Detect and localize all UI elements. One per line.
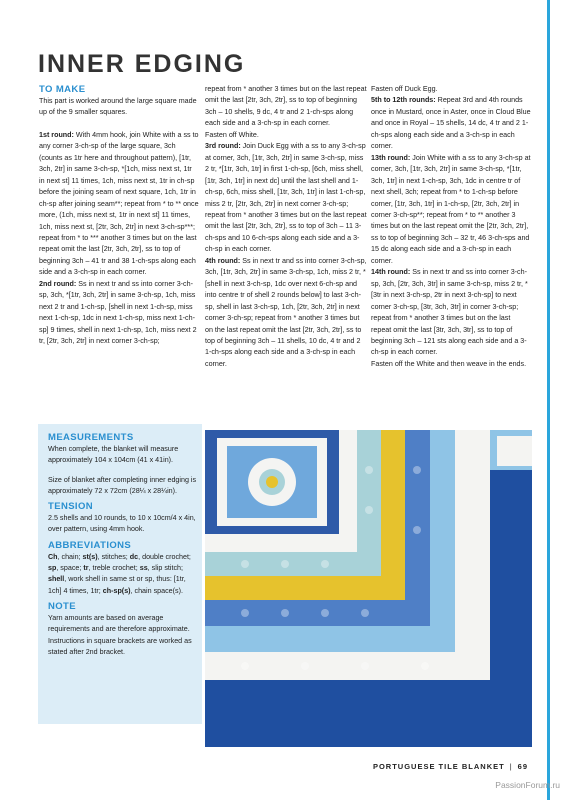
round-2 — [39, 279, 199, 348]
round-5-12-text: Repeat 3rd and 4th rounds once in Mustard, once in Aster, once in Cloud Blue and once in Royal – 15 shells, 14 dc, 4 tr and 2 1-ch-sps along each side and a 3-ch-sp in each corner. — [371, 96, 531, 151]
instructions-column-2 — [205, 84, 367, 370]
round-4-label: 4th round: — [205, 256, 241, 265]
round-14 — [371, 267, 531, 359]
round-13-label: 13th round: — [371, 153, 411, 162]
instructions-column-1 — [39, 84, 199, 348]
abbreviation-term: sp — [48, 564, 57, 573]
to-make-heading: TO MAKE — [39, 84, 86, 95]
abbreviation-definition: , chain space(s). — [130, 586, 183, 595]
round-2-continued: repeat from * another 3 times but on the last repeat omit the last [2tr, 3ch, 2tr], ss to top of beginning 3ch – 10 shells, 9 dc, 4 tr and 2 1-ch-sps along each side and a 3-ch-sp in each corner. — [205, 85, 367, 128]
abbreviation-term: st(s) — [82, 552, 98, 561]
watermark: PassionForum.ru — [495, 780, 560, 790]
crochet-blanket-photo — [205, 430, 532, 747]
abbreviations-heading: ABBREVIATIONS — [48, 539, 132, 551]
note-text: Yarn amounts are based on average requirements and are therefore approximate. Instructions in square brackets are worked as stated after 2nd bracket. — [48, 613, 192, 656]
round-4-text: Ss in next tr and ss into corner 3-ch-sp, 3ch, [1tr, 3ch, 2tr] in same 3-ch-sp, 1ch, miss 2 tr, *[shell in next 3-ch-sp, 1dc over next 6-ch-sp and into centre tr of shell 2 rounds below] to last 3-ch-sp, shell in last 3-ch-sp, 1ch, [2tr, 3ch, 2tr] in next corner 3-ch-sp; repeat from * another 3 times but on the last repeat omit the last [2tr, 3ch, 2tr], ss to top of beginning 3ch – 11 shells, 10 dc, 4 tr and 2 1-ch-sps along each side and a 3-ch-sp in each corner. — [205, 256, 367, 368]
measurements-heading: MEASUREMENTS — [48, 432, 134, 443]
abbreviation-definition: , work shell in same st or sp, thus: [1tr, 1ch] 4 times, 1tr; — [48, 575, 186, 595]
abbreviation-term: ch-sp(s) — [102, 586, 131, 595]
round-3-label: 3rd round: — [205, 142, 241, 151]
page-number: 69 — [517, 762, 528, 771]
abbreviation-term: shell — [48, 575, 65, 584]
note-heading: NOTE — [48, 600, 76, 612]
footer-section-title: PORTUGUESE TILE BLANKET — [372, 762, 505, 771]
fasten-off-final: Fasten off the White and then weave in the ends. — [371, 359, 527, 368]
tension-heading: TENSION — [48, 501, 94, 513]
abbreviation-term: Ch — [48, 552, 58, 561]
round-1-label: 1st round: — [39, 130, 74, 139]
abbreviation-definition: , slip stitch; — [147, 564, 183, 573]
footer-separator: | — [509, 762, 513, 771]
abbreviation-term: dc — [129, 552, 139, 561]
page-footer — [373, 762, 528, 771]
abbreviation-term: tr — [83, 564, 89, 573]
abbreviation-definition: , double crochet; — [138, 552, 191, 561]
round-13-text: Join White with a ss to any 3-ch-sp at corner, 3ch, [1tr, 3ch, 2tr] in same 3-ch-sp, *[1tr, 3ch, 1tr] in next 1-ch-sp, 3ch, 1dc in centre tr of next shell, 3ch; repeat from * to 1-ch-sp before corner, [1tr, 3ch, 1tr] in 1-ch-sp, [2tr, 3ch, 2tr] in corner 3-ch-sp**; repeat from * to ** another 3 times but on the last repeat omit the [2tr, 3ch, 2tr], ss to top of beginning 3ch – 32 tr, 46 3-ch-sps and 15 dc along each side and a 3-ch-sp in each corner. — [371, 153, 531, 265]
page-title: INNER EDGING — [38, 50, 246, 78]
round-3 — [205, 141, 367, 256]
round-1-text: With 4mm hook, join White with a ss to any corner 3-ch-sp of the large square, 3ch (counts as 1tr here and throughout pattern), [1tr, 3ch, 2tr] in same 3-ch-sp, *[1ch, miss next st, 1tr in next st] 11 times, 1ch, miss next st, 1tr in ch-sp before the joining seam of next square, 1ch, 1tr in ch-sp after joining seam**; repeat from * to ** once more, (1ch, miss next st, 1tr in next st] 11 times, 1ch, miss next st, [2tr, 3ch, 2tr] in next 3-ch-sp***; repeat from * to *** another 3 times but on the last repeat omit the last [2tr, 3ch, 2tr], ss to top of beginning 3ch – 41 tr and 38 1-ch-sps along each side and a 3-ch-sp in each corner. — [39, 130, 199, 277]
to-make-intro: This part is worked around the large square made up of the 9 smaller squares. — [39, 97, 197, 117]
round-2-text: Ss in next tr and ss into corner 3-ch-sp, 3ch, *[1tr, 3ch, 2tr] in same 3-ch-sp, 1ch, miss next 2 tr and 1-ch-sp, [shell in next 1-ch-sp, miss next 1-ch-sp, 1dc in next 1-ch-sp, miss next 1-ch-sp] 9 times, shell in next 1-ch-sp, 1ch, miss next 2 tr, [2tr, 3ch, 2tr] in next corner 3-ch-sp; — [39, 279, 197, 346]
round-2-label: 2nd round: — [39, 279, 77, 288]
abbreviation-term: ss — [139, 564, 148, 573]
round-1 — [39, 130, 199, 279]
abbreviation-definition: , space; — [56, 564, 84, 573]
abbreviation-definition: , treble crochet; — [88, 564, 140, 573]
instructions-column-3 — [371, 84, 531, 370]
info-sidebar — [38, 424, 202, 724]
tension-text: 2.5 shells and 10 rounds, to 10 x 10cm/4 x 4in, over pattern, using 4mm hook. — [48, 514, 196, 534]
fasten-off-white: Fasten off White. — [205, 130, 259, 139]
fasten-off-duck-egg: Fasten off Duck Egg. — [371, 85, 438, 93]
round-13 — [371, 153, 531, 268]
abbreviation-definition: , chain; — [57, 552, 83, 561]
round-5-12 — [371, 95, 531, 152]
page-edge-stripe — [547, 0, 550, 800]
abbreviation-definition: , stitches; — [97, 552, 130, 561]
round-14-label: 14th round: — [371, 268, 411, 277]
round-14-text: Ss in next tr and ss into corner 3-ch-sp, 3ch, [2tr, 3ch, 3tr] in same 3-ch-sp, miss 2 tr, *[3tr in next 3-ch-sp, 2tr in next 3-ch-sp] to next corner 3-ch-sp, [3tr, 3ch, 3tr] in corner 3-ch-sp; repeat from * another 3 times but on the last repeat omit the last [3tr, 3ch, 3tr], ss to top of beginning 3ch – 121 sts along each side and a 3-ch-sp in each corner. — [371, 268, 528, 357]
round-3-text: Join Duck Egg with a ss to any 3-ch-sp at corner, 3ch, [1tr, 3ch, 2tr] in same 3-ch-sp, miss 2 tr, *[1tr, 3ch, 1tr] in first 1-ch-sp, [6ch, miss shell, [1tr, 3ch, 1tr] in next dc] until the last shell and 1-ch-sp, 6ch, miss shell, [1tr, 3ch, 1tr] in last 1-ch-sp, miss 2 tr, [2tr, 3ch, 2tr] in next corner 3-ch-sp; repeat from * another 3 times but on the last repeat omit the last [2tr, 3ch, 2tr], ss to top of 3ch – 11 3-ch-sps and 10 6-ch-sps along each side and a 3-ch-sp in each corner. — [205, 142, 367, 254]
round-4 — [205, 256, 367, 371]
round-5-12-label: 5th to 12th rounds: — [371, 96, 436, 105]
abbreviations-list — [48, 552, 200, 597]
measurements-text-1: When complete, the blanket will measure approximately 104 x 104cm (41 x 41in). — [48, 445, 179, 465]
measurements-text-2: Size of blanket after completing inner edging is approximately 72 x 72cm (28¼ x 28¼in). — [48, 475, 197, 495]
